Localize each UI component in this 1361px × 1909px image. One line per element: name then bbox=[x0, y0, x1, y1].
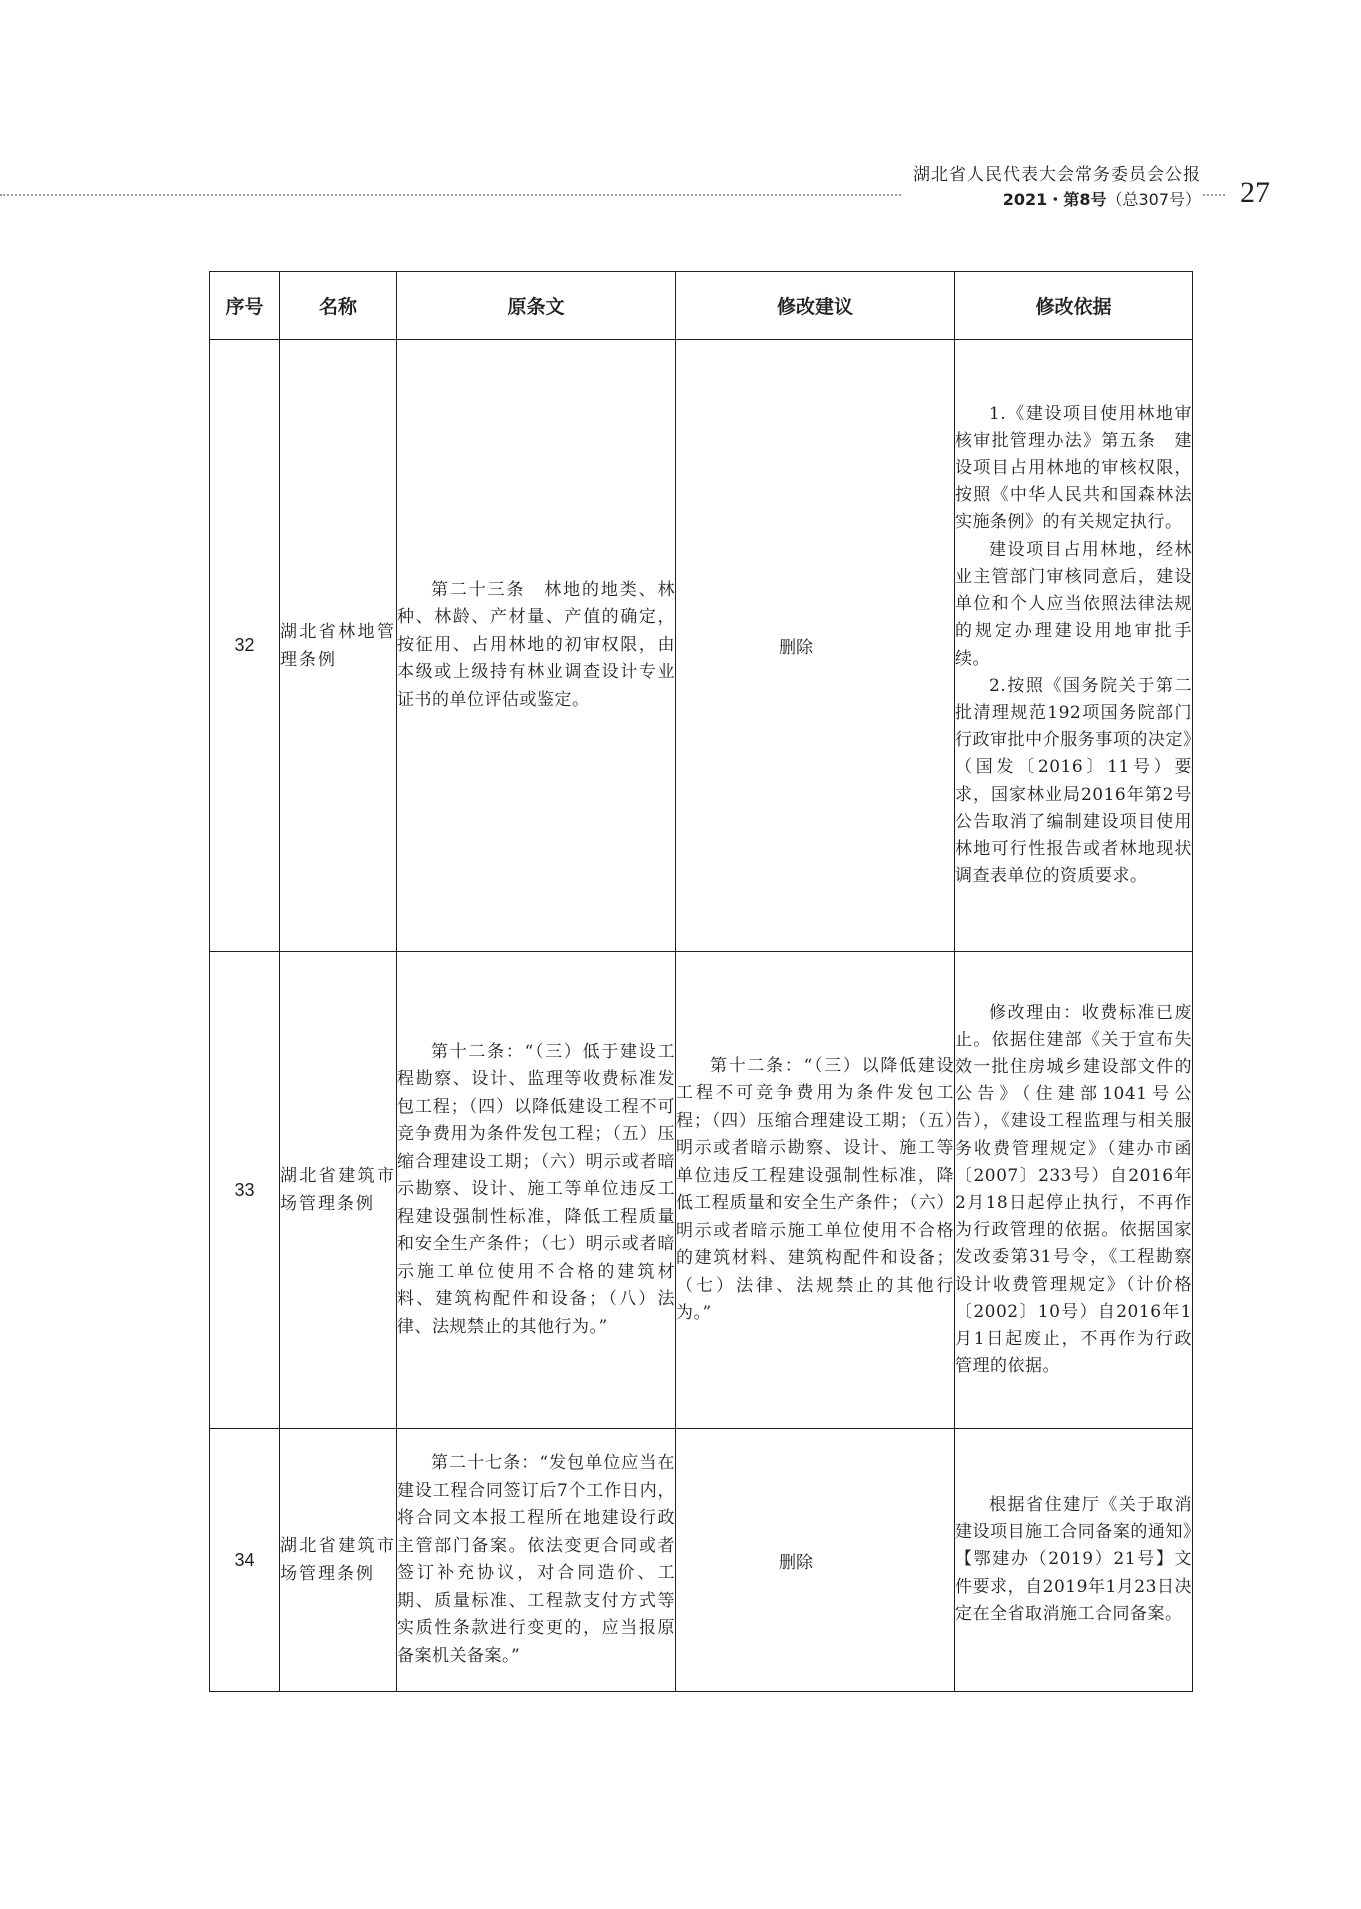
table-row bbox=[210, 952, 1193, 1429]
row-seq: 34 bbox=[210, 1429, 280, 1692]
publication-title: 湖北省人民代表大会常务委员会公报 bbox=[913, 165, 1201, 185]
issue-label: 2021・第8号 bbox=[1002, 190, 1107, 209]
basis-paragraph: 1.《建设项目使用林地审核审批管理办法》第五条 建设项目占用林地的审核权限，按照《中华人民共和国森林法实施条例》的有关规定执行。 bbox=[955, 403, 1192, 533]
table-row bbox=[210, 340, 1193, 952]
column-header-basis: 修改依据 bbox=[955, 272, 1193, 340]
issue-number bbox=[913, 188, 1201, 212]
row-suggestion bbox=[676, 1429, 955, 1692]
basis-paragraph: 修改理由：收费标准已废止。依据住建部《关于宣布失效一批住房城乡建设部文件的公告》（住建部1041号公告），《建设工程监理与相关服务收费管理规定》（建办市函〔2007〕233号）自2016年2月18日起停止执行，不再作为行政管理的依据。依据国家发改委第31号令，《工程勘察设计收费管理规定》（计价格〔2002〕10号）自2016年1月1日起废止，不再作为行政管理的依据。 bbox=[955, 1002, 1192, 1377]
row-original: 第二十三条 林地的地类、林种、林龄、产材量、产值的确定，按征用、占用林地的初审权限，由本级或上级持有林业调查设计专业证书的单位评估或鉴定。 bbox=[397, 340, 676, 952]
issue-total: （总307号） bbox=[1106, 190, 1201, 209]
basis-paragraph: 2.按照《国务院关于第二批清理规范192项国务院部门行政审批中介服务事项的决定》（国发〔2016〕11号）要求，国家林业局2016年第2号公告取消了编制建设项目使用林地可行性报告或者林地现状调查表单位的资质要求。 bbox=[955, 675, 1192, 887]
column-header-name: 名称 bbox=[280, 272, 397, 340]
row-name: 湖北省建筑市场管理条例 bbox=[280, 1429, 397, 1692]
table-row bbox=[210, 1429, 1193, 1692]
row-name: 湖北省建筑市场管理条例 bbox=[280, 952, 397, 1429]
basis-paragraph: 根据省住建厅《关于取消建设项目施工合同备案的通知》【鄂建办（2019）21号】文件要求，自2019年1月23日决定在全省取消施工合同备案。 bbox=[955, 1494, 1192, 1624]
row-basis bbox=[955, 1429, 1193, 1692]
column-header-suggestion: 修改建议 bbox=[676, 272, 955, 340]
running-header bbox=[901, 162, 1201, 212]
page-number: 27 bbox=[1236, 176, 1274, 210]
row-basis bbox=[955, 952, 1193, 1429]
row-suggestion bbox=[676, 340, 955, 952]
row-seq: 32 bbox=[210, 340, 280, 952]
column-header-seq: 序号 bbox=[210, 272, 280, 340]
basis-paragraph: 建设项目占用林地，经林业主管部门审核同意后，建设单位和个人应当依照法律法规的规定办理建设用地审批手续。 bbox=[955, 539, 1192, 669]
row-original: 第十二条：“（三）低于建设工程勘察、设计、监理等收费标准发包工程；（四）以降低建设工程不可竞争费用为条件发包工程；（五）压缩合理建设工期；（六）明示或者暗示勘察、设计、施工等单位违反工程建设强制性标准，降低工程质量和安全生产条件；（七）明示或者暗示施工单位使用不合格的建筑材料、建筑构配件和设备；（八）法律、法规禁止的其他行为。” bbox=[397, 952, 676, 1429]
column-header-original: 原条文 bbox=[397, 272, 676, 340]
row-basis bbox=[955, 340, 1193, 952]
row-suggestion: 第十二条：“（三）以降低建设工程不可竞争费用为条件发包工程；（四）压缩合理建设工期；（五）明示或者暗示勘察、设计、施工等单位违反工程建设强制性标准，降低工程质量和安全生产条件；（六）明示或者暗示施工单位使用不合格的建筑材料、建筑构配件和设备；（七）法律、法规禁止的其他行为。” bbox=[676, 952, 955, 1429]
row-seq: 33 bbox=[210, 952, 280, 1429]
table-header-row bbox=[210, 272, 1193, 340]
row-suggestion-text: 删除 bbox=[779, 1552, 813, 1573]
amendment-table bbox=[209, 271, 1193, 1692]
row-suggestion-text: 删除 bbox=[779, 638, 813, 658]
row-name: 湖北省林地管理条例 bbox=[280, 340, 397, 952]
row-original: 第二十七条：“发包单位应当在建设工程合同签订后7个工作日内，将合同文本报工程所在地建设行政主管部门备案。依法变更合同或者签订补充协议，对合同造价、工期、质量标准、工程款支付方式等实质性条款进行变更的，应当报原备案机关备案。” bbox=[397, 1429, 676, 1692]
